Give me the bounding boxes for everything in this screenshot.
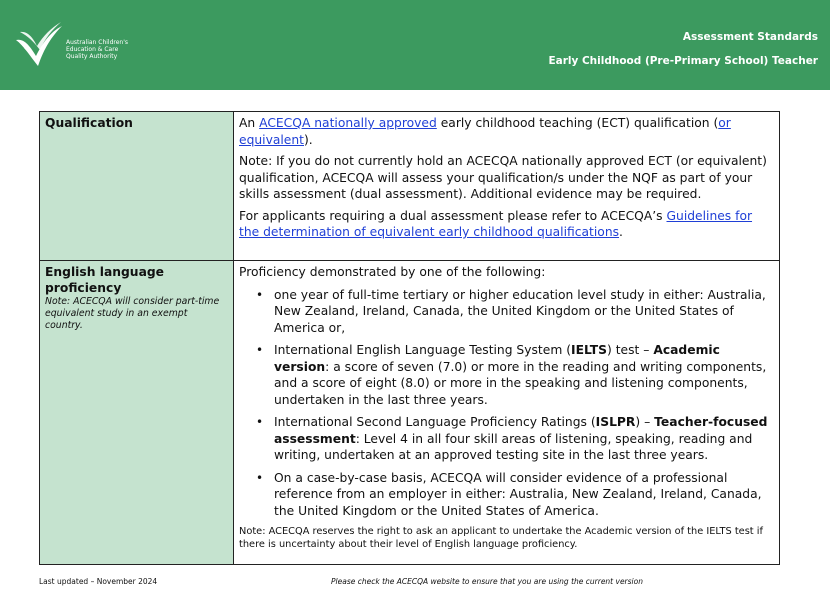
header-titles xyxy=(548,30,818,68)
acecqa-logo-icon xyxy=(14,22,64,70)
list-item xyxy=(239,470,774,520)
acecqa-approved-link[interactable]: ACECQA nationally approved xyxy=(259,116,437,130)
header-title: Assessment Standards xyxy=(682,31,818,43)
english-content-cell xyxy=(234,261,780,565)
english-label-cell xyxy=(40,261,234,565)
english-label: English language proficiency xyxy=(45,265,165,295)
guidelines-link[interactable]: Guidelines for the determination of equivalent early childhood qualifications xyxy=(239,208,753,239)
bold-text: ISLPR xyxy=(595,415,636,429)
logo-text xyxy=(66,39,128,60)
last-updated: Last updated – November 2024 xyxy=(39,577,158,586)
text-span: International English Language Testing System ( xyxy=(274,343,571,357)
page-header xyxy=(0,0,830,90)
text-span: International Second Language Proficiency Ratings ( xyxy=(274,415,596,429)
bold-text: IELTS xyxy=(571,343,608,357)
header-subtitle: Early Childhood (Pre-Primary School) Teacher xyxy=(548,55,818,67)
english-footnote: Note: ACECQA reserves the right to ask an applicant to undertake the Academic version of the IELTS test if there is uncertainty about their level of English language proficiency. xyxy=(239,526,763,550)
text-span: An xyxy=(239,116,260,130)
qualification-content-cell xyxy=(234,112,780,261)
text-span: For applicants requiring a dual assessment please refer to ACECQA’s xyxy=(239,208,667,223)
qualification-paragraph-3 xyxy=(239,208,774,241)
org-name-line2: Education & Care xyxy=(66,46,119,53)
list-item xyxy=(239,414,774,464)
list-item-text: On a case-by-case basis, ACECQA will consider evidence of a professional reference from an employer in either: Australia, New Zealand, Ireland, Canada, the United Kingdom or the United States of America. xyxy=(274,470,762,518)
bold-text: Academic version xyxy=(274,343,720,374)
bullet-icon: • xyxy=(256,415,264,429)
org-name-line3: Quality Authority xyxy=(66,53,118,60)
english-label-note: Note: ACECQA will consider part-time equivalent study in an exempt country. xyxy=(45,296,220,331)
qualification-paragraph-2: Note: If you do not currently hold an ACECQA nationally approved ECT (or equivalent) qualification, ACECQA will assess your qualification/s under the NQF as part of your skills assessment (dual assessment). Additional evidence may be required. xyxy=(239,154,767,201)
text-span: ). xyxy=(304,132,313,147)
list-item xyxy=(239,342,774,408)
qualification-label-cell xyxy=(40,112,234,261)
bullet-icon: • xyxy=(256,343,264,357)
list-item xyxy=(239,287,774,337)
english-intro: Proficiency demonstrated by one of the following: xyxy=(239,265,546,279)
version-check-note: Please check the ACECQA website to ensure that you are using the current version xyxy=(331,577,643,586)
qualification-label: Qualification xyxy=(45,116,133,130)
text-span: ) – xyxy=(635,415,655,429)
qualification-paragraph-1 xyxy=(239,115,774,148)
text-span: : a score of seven (7.0) or more in the reading and writing components, and a score of eight (8.0) or more in the speaking and listening components, undertaken in the last three years. xyxy=(274,359,767,407)
english-row xyxy=(40,261,780,565)
text-span: ) test – xyxy=(607,343,654,357)
standards-table xyxy=(39,111,780,565)
or-equivalent-link[interactable]: or equivalent xyxy=(239,116,731,147)
bullet-icon: • xyxy=(256,470,264,485)
english-options-list xyxy=(239,287,774,520)
qualification-row xyxy=(40,112,780,261)
bold-text: Teacher-focused assessment xyxy=(274,415,768,446)
acecqa-logo xyxy=(14,22,139,70)
text-span: : Level 4 in all four skill areas of listening, speaking, reading and writing, undertaken at an approved testing site in the last three years. xyxy=(274,431,753,462)
text-span: early childhood teaching (ECT) qualification ( xyxy=(436,116,719,130)
list-item-text: one year of full-time tertiary or higher education level study in either: Australia, New Zealand, Ireland, Canada, the United Kingdom or the United States of America or, xyxy=(274,287,766,335)
text-span: . xyxy=(619,225,623,239)
bullet-icon: • xyxy=(256,287,264,302)
org-name-line1: Australian Children's xyxy=(66,39,128,46)
